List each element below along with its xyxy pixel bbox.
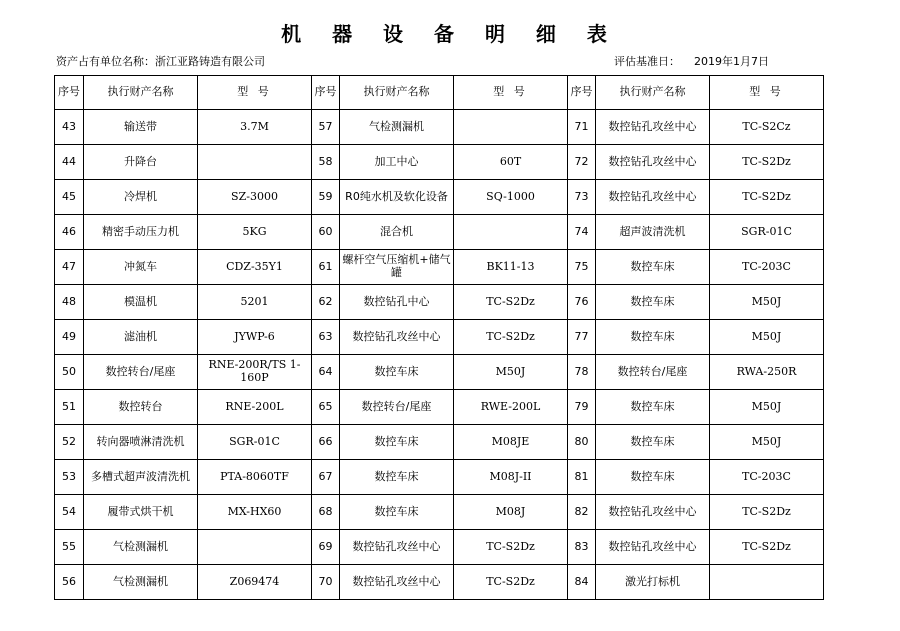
cell-seq: 58	[312, 145, 340, 180]
cell-model: SGR-01C	[710, 215, 824, 250]
header-model: 型 号	[710, 76, 824, 110]
cell-name: 转向器喷淋清洗机	[84, 425, 198, 460]
header-seq: 序号	[55, 76, 84, 110]
cell-seq: 74	[568, 215, 596, 250]
cell-seq: 78	[568, 355, 596, 390]
cell-name: 数控钻孔中心	[340, 285, 454, 320]
cell-name: 输送带	[84, 110, 198, 145]
equipment-table	[54, 75, 824, 600]
cell-model	[198, 145, 312, 180]
table-row	[55, 110, 824, 145]
cell-seq: 54	[55, 495, 84, 530]
table-row	[55, 390, 824, 425]
cell-seq: 81	[568, 460, 596, 495]
cell-name: 加工中心	[340, 145, 454, 180]
cell-model: BK11-13	[454, 250, 568, 285]
table-row	[55, 250, 824, 285]
cell-name: 数控转台/尾座	[340, 390, 454, 425]
cell-name: 滤油机	[84, 320, 198, 355]
cell-model: M50J	[710, 320, 824, 355]
cell-seq: 73	[568, 180, 596, 215]
cell-name: 履带式烘干机	[84, 495, 198, 530]
cell-name: 数控转台	[84, 390, 198, 425]
cell-seq: 72	[568, 145, 596, 180]
cell-seq: 51	[55, 390, 84, 425]
cell-seq: 53	[55, 460, 84, 495]
table-header-row	[55, 76, 824, 110]
cell-name: 模温机	[84, 285, 198, 320]
cell-name: 多槽式超声波清洗机	[84, 460, 198, 495]
cell-name: 数控车床	[596, 285, 710, 320]
cell-name: 数控车床	[596, 320, 710, 355]
cell-seq: 64	[312, 355, 340, 390]
cell-model: Z069474	[198, 565, 312, 600]
cell-model: SZ-3000	[198, 180, 312, 215]
cell-seq: 45	[55, 180, 84, 215]
cell-model: 5201	[198, 285, 312, 320]
cell-model: M50J	[710, 285, 824, 320]
cell-model: M50J	[710, 425, 824, 460]
cell-name: 螺杆空气压缩机+储气罐	[340, 250, 454, 285]
header-model: 型 号	[198, 76, 312, 110]
cell-seq: 60	[312, 215, 340, 250]
cell-seq: 71	[568, 110, 596, 145]
cell-model: RNE-200L	[198, 390, 312, 425]
cell-seq: 80	[568, 425, 596, 460]
cell-seq: 61	[312, 250, 340, 285]
cell-model: M08JE	[454, 425, 568, 460]
cell-model: M08J	[454, 495, 568, 530]
cell-seq: 44	[55, 145, 84, 180]
cell-model: TC-S2Cz	[710, 110, 824, 145]
cell-name: 气检测漏机	[84, 565, 198, 600]
cell-name: 数控钻孔攻丝中心	[596, 145, 710, 180]
header-model: 型 号	[454, 76, 568, 110]
table-row	[55, 180, 824, 215]
cell-name: 数控钻孔攻丝中心	[596, 495, 710, 530]
cell-name: 数控钻孔攻丝中心	[596, 110, 710, 145]
cell-name: 数控车床	[340, 495, 454, 530]
cell-model: SQ-1000	[454, 180, 568, 215]
cell-seq: 67	[312, 460, 340, 495]
cell-name: 混合机	[340, 215, 454, 250]
cell-model: RWA-250R	[710, 355, 824, 390]
cell-model: TC-S2Dz	[710, 495, 824, 530]
table-row	[55, 460, 824, 495]
cell-seq: 68	[312, 495, 340, 530]
cell-model: M08J-II	[454, 460, 568, 495]
cell-model	[454, 110, 568, 145]
cell-model	[710, 565, 824, 600]
cell-seq: 56	[55, 565, 84, 600]
cell-name: 数控钻孔攻丝中心	[340, 530, 454, 565]
cell-model: 3.7M	[198, 110, 312, 145]
cell-seq: 69	[312, 530, 340, 565]
cell-seq: 65	[312, 390, 340, 425]
cell-seq: 84	[568, 565, 596, 600]
cell-name: 数控车床	[340, 355, 454, 390]
table-row	[55, 355, 824, 390]
table-row	[55, 285, 824, 320]
valuation-date	[614, 53, 769, 69]
cell-name: 数控车床	[596, 460, 710, 495]
cell-model: TC-S2Dz	[710, 530, 824, 565]
cell-model: RNE-200R/TS 1-160P	[198, 355, 312, 390]
valuation-date-label: 评估基准日：	[614, 55, 680, 68]
table-row	[55, 215, 824, 250]
cell-model: M50J	[454, 355, 568, 390]
cell-name: 数控钻孔攻丝中心	[340, 565, 454, 600]
page-title: 机 器 设 备 明 细 表	[281, 22, 619, 46]
cell-name: 数控钻孔攻丝中心	[340, 320, 454, 355]
cell-name: 数控钻孔攻丝中心	[596, 180, 710, 215]
cell-model	[198, 530, 312, 565]
table-row	[55, 425, 824, 460]
cell-model: 5KG	[198, 215, 312, 250]
header-seq: 序号	[568, 76, 596, 110]
cell-seq: 57	[312, 110, 340, 145]
cell-name: 数控转台/尾座	[596, 355, 710, 390]
cell-name: R0纯水机及软化设备	[340, 180, 454, 215]
valuation-date-value: 2019年1月7日	[694, 55, 769, 68]
cell-seq: 43	[55, 110, 84, 145]
table-row	[55, 530, 824, 565]
cell-name: 数控车床	[340, 460, 454, 495]
cell-name: 气检测漏机	[84, 530, 198, 565]
cell-name: 数控车床	[340, 425, 454, 460]
cell-model: M50J	[710, 390, 824, 425]
asset-owner-label: 资产占有单位名称：浙江亚路铸造有限公司	[56, 55, 265, 68]
cell-name: 气检测漏机	[340, 110, 454, 145]
cell-model: TC-203C	[710, 250, 824, 285]
cell-model: CDZ-35Y1	[198, 250, 312, 285]
cell-model: 60T	[454, 145, 568, 180]
cell-seq: 50	[55, 355, 84, 390]
cell-seq: 63	[312, 320, 340, 355]
cell-name: 升降台	[84, 145, 198, 180]
cell-seq: 82	[568, 495, 596, 530]
cell-model: MX-HX60	[198, 495, 312, 530]
cell-model: TC-203C	[710, 460, 824, 495]
cell-name: 激光打标机	[596, 565, 710, 600]
header-seq: 序号	[312, 76, 340, 110]
cell-seq: 47	[55, 250, 84, 285]
cell-seq: 62	[312, 285, 340, 320]
cell-model: JYWP-6	[198, 320, 312, 355]
cell-model: TC-S2Dz	[454, 285, 568, 320]
cell-name: 数控钻孔攻丝中心	[596, 530, 710, 565]
cell-model: TC-S2Dz	[710, 180, 824, 215]
cell-seq: 49	[55, 320, 84, 355]
cell-seq: 70	[312, 565, 340, 600]
cell-seq: 79	[568, 390, 596, 425]
cell-model: SGR-01C	[198, 425, 312, 460]
header-name: 执行财产名称	[596, 76, 710, 110]
cell-name: 数控车床	[596, 425, 710, 460]
cell-seq: 55	[55, 530, 84, 565]
cell-seq: 66	[312, 425, 340, 460]
cell-seq: 52	[55, 425, 84, 460]
cell-name: 超声波清洗机	[596, 215, 710, 250]
cell-name: 数控转台/尾座	[84, 355, 198, 390]
cell-model: RWE-200L	[454, 390, 568, 425]
cell-model: PTA-8060TF	[198, 460, 312, 495]
table-body	[55, 110, 824, 600]
cell-name: 精密手动压力机	[84, 215, 198, 250]
cell-seq: 46	[55, 215, 84, 250]
cell-name: 数控车床	[596, 250, 710, 285]
cell-seq: 77	[568, 320, 596, 355]
table-row	[55, 495, 824, 530]
cell-name: 冲氮车	[84, 250, 198, 285]
cell-seq: 83	[568, 530, 596, 565]
cell-model: TC-S2Dz	[710, 145, 824, 180]
cell-seq: 76	[568, 285, 596, 320]
cell-model: TC-S2Dz	[454, 320, 568, 355]
header-name: 执行财产名称	[84, 76, 198, 110]
cell-model	[454, 215, 568, 250]
header-name: 执行财产名称	[340, 76, 454, 110]
cell-seq: 75	[568, 250, 596, 285]
table-row	[55, 145, 824, 180]
table-row	[55, 320, 824, 355]
table-row	[55, 565, 824, 600]
cell-seq: 59	[312, 180, 340, 215]
cell-name: 冷焊机	[84, 180, 198, 215]
cell-name: 数控车床	[596, 390, 710, 425]
cell-model: TC-S2Dz	[454, 565, 568, 600]
cell-seq: 48	[55, 285, 84, 320]
cell-model: TC-S2Dz	[454, 530, 568, 565]
